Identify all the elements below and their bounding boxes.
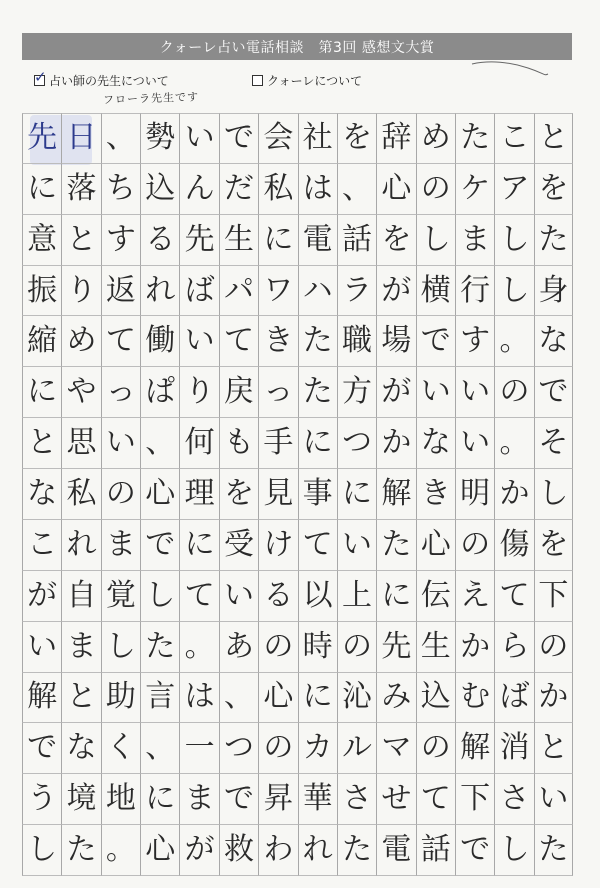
essay-cell: カ	[298, 723, 337, 774]
essay-cell: 救	[219, 825, 258, 876]
essay-cell: め	[416, 113, 455, 164]
essay-cell: し	[494, 266, 533, 317]
essay-cell: ワ	[258, 266, 297, 317]
essay-cell: 境	[61, 774, 100, 825]
essay-cell: で	[140, 520, 179, 571]
essay-cell: 。	[101, 825, 140, 876]
essay-cell: で	[219, 774, 258, 825]
essay-cell: を	[534, 164, 573, 215]
essay-cell: か	[494, 469, 533, 520]
essay-cell: わ	[258, 825, 297, 876]
essay-cell: が	[179, 825, 218, 876]
essay-cell: し	[494, 215, 533, 266]
essay-cell: と	[61, 673, 100, 724]
essay-cell: だ	[219, 164, 258, 215]
essay-cell: り	[61, 266, 100, 317]
essay-cell: ば	[179, 266, 218, 317]
essay-cell: る	[258, 571, 297, 622]
essay-cell: い	[455, 367, 494, 418]
essay-cell: を	[534, 520, 573, 571]
form-title: クォーレ占い電話相談 第3回 感想文大賞	[159, 39, 435, 56]
essay-cell: ハ	[298, 266, 337, 317]
essay-cell: や	[61, 367, 100, 418]
essay-cell: た	[298, 316, 337, 367]
essay-cell: い	[416, 367, 455, 418]
essay-cell: た	[534, 215, 573, 266]
essay-cell: か	[376, 418, 415, 469]
essay-cell: パ	[219, 266, 258, 317]
essay-cell: れ	[140, 266, 179, 317]
essay-cell: さ	[337, 774, 376, 825]
essay-cell: 込	[416, 673, 455, 724]
essay-cell: 事	[298, 469, 337, 520]
essay-cell: 受	[219, 520, 258, 571]
essay-cell: 自	[61, 571, 100, 622]
option-fortune-teller[interactable]	[34, 68, 169, 89]
essay-cell: つ	[219, 723, 258, 774]
essay-cell: こ	[494, 113, 533, 164]
essay-cell: ル	[337, 723, 376, 774]
essay-cell: い	[101, 418, 140, 469]
essay-cell: ら	[494, 622, 533, 673]
checkmark-icon: ✓	[34, 68, 47, 86]
essay-cell: れ	[298, 825, 337, 876]
essay-cell: を	[376, 215, 415, 266]
essay-cell: 下	[534, 571, 573, 622]
essay-cell: す	[455, 316, 494, 367]
essay-cell: で	[455, 825, 494, 876]
essay-cell: を	[219, 469, 258, 520]
essay-cell: せ	[376, 774, 415, 825]
essay-cell: ん	[179, 164, 218, 215]
essay-cell: 生	[416, 622, 455, 673]
essay-cell: 私	[61, 469, 100, 520]
essay-cell: 心	[376, 164, 415, 215]
essay-cell: 先	[22, 113, 61, 164]
essay-cell: 私	[258, 164, 297, 215]
essay-cell: 戻	[219, 367, 258, 418]
essay-cell: 見	[258, 469, 297, 520]
essay-cell: る	[140, 215, 179, 266]
essay-cell: 。	[494, 418, 533, 469]
essay-cell: 心	[416, 520, 455, 571]
essay-cell: の	[455, 520, 494, 571]
essay-cell: 電	[298, 215, 337, 266]
essay-cell: そ	[534, 418, 573, 469]
essay-cell: た	[140, 622, 179, 673]
essay-cell: な	[534, 316, 573, 367]
essay-cell: と	[534, 113, 573, 164]
checkbox-fortune-teller[interactable]	[34, 68, 47, 86]
essay-cell: て	[494, 571, 533, 622]
essay-cell: つ	[337, 418, 376, 469]
essay-cell: に	[298, 673, 337, 724]
form-header	[22, 33, 572, 60]
essay-cell: の	[534, 622, 573, 673]
essay-cell: と	[61, 215, 100, 266]
essay-cell: 、	[140, 723, 179, 774]
essay-cell: で	[22, 723, 61, 774]
essay-cell: ま	[61, 622, 100, 673]
essay-cell: ア	[494, 164, 533, 215]
essay-cell: た	[61, 825, 100, 876]
essay-cell: で	[416, 316, 455, 367]
essay-cell: 心	[140, 825, 179, 876]
essay-cell: し	[494, 825, 533, 876]
essay-cell: こ	[22, 520, 61, 571]
essay-cell: 時	[298, 622, 337, 673]
essay-cell: 電	[376, 825, 415, 876]
essay-cell: り	[179, 367, 218, 418]
essay-cell: 以	[298, 571, 337, 622]
essay-cell: た	[298, 367, 337, 418]
essay-cell: の	[258, 622, 297, 673]
essay-cell: い	[179, 113, 218, 164]
essay-cell: に	[298, 418, 337, 469]
essay-cell: 職	[337, 316, 376, 367]
essay-grid	[22, 113, 573, 876]
essay-cell: 何	[179, 418, 218, 469]
essay-cell: に	[22, 164, 61, 215]
essay-cell: 意	[22, 215, 61, 266]
essay-cell: も	[219, 418, 258, 469]
essay-cell: 縮	[22, 316, 61, 367]
essay-cell: は	[298, 164, 337, 215]
essay-cell: い	[179, 316, 218, 367]
essay-cell: 日	[61, 113, 100, 164]
essay-cell: 込	[140, 164, 179, 215]
essay-cell: ま	[101, 520, 140, 571]
essay-cell: め	[61, 316, 100, 367]
essay-cell: で	[534, 367, 573, 418]
essay-cell: 解	[376, 469, 415, 520]
essay-cell: か	[534, 673, 573, 724]
essay-cell: さ	[494, 774, 533, 825]
essay-cell: あ	[219, 622, 258, 673]
essay-cell: た	[455, 113, 494, 164]
essay-cell: き	[258, 316, 297, 367]
essay-cell: 話	[337, 215, 376, 266]
essay-cell: む	[455, 673, 494, 724]
essay-cell: と	[22, 418, 61, 469]
essay-cell: 勢	[140, 113, 179, 164]
essay-cell: し	[534, 469, 573, 520]
essay-cell: 働	[140, 316, 179, 367]
essay-cell: な	[61, 723, 100, 774]
essay-cell: 華	[298, 774, 337, 825]
essay-cell: 、	[140, 418, 179, 469]
essay-cell: の	[101, 469, 140, 520]
essay-cell: 昇	[258, 774, 297, 825]
essay-cell: ぱ	[140, 367, 179, 418]
essay-cell: た	[376, 520, 415, 571]
essay-cell: 会	[258, 113, 297, 164]
essay-cell: を	[337, 113, 376, 164]
essay-cell: し	[140, 571, 179, 622]
essay-cell: 先	[179, 215, 218, 266]
essay-cell: 明	[455, 469, 494, 520]
essay-cell: ケ	[455, 164, 494, 215]
essay-cell: 消	[494, 723, 533, 774]
essay-cell: て	[416, 774, 455, 825]
essay-cell: 傷	[494, 520, 533, 571]
essay-cell: れ	[61, 520, 100, 571]
essay-cell: み	[376, 673, 415, 724]
essay-cell: が	[376, 266, 415, 317]
essay-cell: え	[455, 571, 494, 622]
essay-cell: に	[337, 469, 376, 520]
essay-cell: 辞	[376, 113, 415, 164]
essay-cell: 思	[61, 418, 100, 469]
essay-cell: い	[22, 622, 61, 673]
essay-cell: っ	[258, 367, 297, 418]
essay-cell: に	[258, 215, 297, 266]
essay-cell: 沁	[337, 673, 376, 724]
essay-cell: に	[179, 520, 218, 571]
essay-cell: 助	[101, 673, 140, 724]
essay-cell: 解	[22, 673, 61, 724]
essay-cell: と	[534, 723, 573, 774]
option-cuore[interactable]	[252, 72, 362, 89]
essay-cell: す	[101, 215, 140, 266]
essay-cell: 上	[337, 571, 376, 622]
essay-cell: 言	[140, 673, 179, 724]
option-fortune-teller-label: 占い師の先生について	[49, 74, 169, 88]
essay-cell: 。	[179, 622, 218, 673]
essay-cell: 。	[494, 316, 533, 367]
essay-cell: マ	[376, 723, 415, 774]
essay-cell: し	[416, 215, 455, 266]
essay-cell: て	[219, 316, 258, 367]
option-cuore-label: クォーレについて	[267, 74, 363, 88]
essay-cell: て	[298, 520, 337, 571]
essay-cell: の	[494, 367, 533, 418]
essay-cell: て	[179, 571, 218, 622]
essay-cell: 伝	[416, 571, 455, 622]
essay-cell: し	[22, 825, 61, 876]
essay-cell: 落	[61, 164, 100, 215]
essay-cell: か	[455, 622, 494, 673]
essay-cell: 下	[455, 774, 494, 825]
essay-cell: 生	[219, 215, 258, 266]
essay-cell: 場	[376, 316, 415, 367]
essay-cell: 、	[219, 673, 258, 724]
essay-cell: き	[416, 469, 455, 520]
essay-cell: ま	[455, 215, 494, 266]
essay-cell: の	[416, 164, 455, 215]
essay-cell: い	[534, 774, 573, 825]
essay-cell: は	[179, 673, 218, 724]
essay-cell: っ	[101, 367, 140, 418]
essay-cell: 身	[534, 266, 573, 317]
essay-cell: た	[337, 825, 376, 876]
essay-cell: ば	[494, 673, 533, 724]
essay-cell: い	[337, 520, 376, 571]
handwritten-note: フローラ先生です	[102, 90, 200, 107]
essay-cell: 一	[179, 723, 218, 774]
essay-cell: で	[219, 113, 258, 164]
essay-cell: 理	[179, 469, 218, 520]
essay-cell: 、	[337, 164, 376, 215]
essay-cell: 心	[140, 469, 179, 520]
essay-cell: 心	[258, 673, 297, 724]
essay-cell: の	[337, 622, 376, 673]
essay-cell: 社	[298, 113, 337, 164]
essay-cell: 返	[101, 266, 140, 317]
essay-cell: に	[22, 367, 61, 418]
essay-cell: 振	[22, 266, 61, 317]
essay-cell: け	[258, 520, 297, 571]
essay-cell: の	[258, 723, 297, 774]
essay-cell: た	[534, 825, 573, 876]
essay-cell: が	[22, 571, 61, 622]
essay-cell: 手	[258, 418, 297, 469]
essay-cell: う	[22, 774, 61, 825]
topic-options	[30, 68, 570, 92]
essay-cell: が	[376, 367, 415, 418]
essay-cell: い	[455, 418, 494, 469]
essay-cell: て	[101, 316, 140, 367]
essay-cell: 、	[101, 113, 140, 164]
checkbox-cuore[interactable]	[252, 75, 263, 86]
essay-cell: ラ	[337, 266, 376, 317]
essay-cell: 先	[376, 622, 415, 673]
essay-cell: 解	[455, 723, 494, 774]
essay-cell: し	[101, 622, 140, 673]
essay-cell: 横	[416, 266, 455, 317]
essay-cell: ま	[179, 774, 218, 825]
essay-cell: 方	[337, 367, 376, 418]
essay-cell: 覚	[101, 571, 140, 622]
essay-cell: な	[416, 418, 455, 469]
essay-cell: に	[140, 774, 179, 825]
essay-cell: い	[219, 571, 258, 622]
essay-cell: 地	[101, 774, 140, 825]
essay-cell: く	[101, 723, 140, 774]
essay-cell: 行	[455, 266, 494, 317]
essay-cell: ち	[101, 164, 140, 215]
essay-cell: な	[22, 469, 61, 520]
essay-cell: の	[416, 723, 455, 774]
essay-cell: 話	[416, 825, 455, 876]
essay-cell: に	[376, 571, 415, 622]
